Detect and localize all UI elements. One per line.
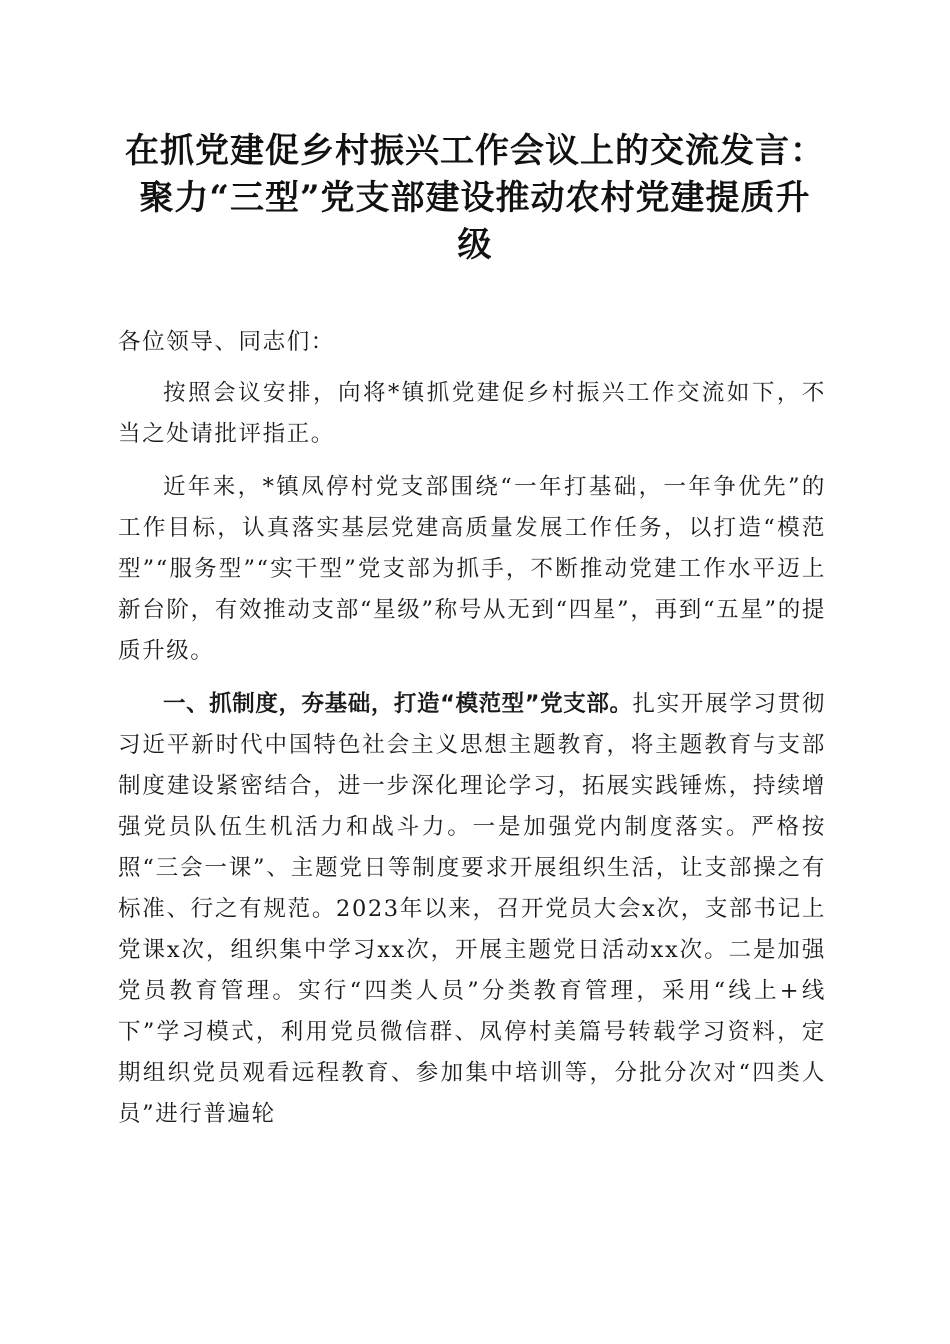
title-line-2: 聚力“三型”党支部建设推动农村党建提质升 — [139, 178, 811, 218]
paragraph-overview: 近年来，*镇凤停村党支部围绕“一年打基础，一年争优先”的工作目标，认真落实基层党建高质量发展工作任务，以打造“模范型”“服务型”“实干型”党支部为抓手，不断推动党建工作水平迈上新台阶，有效推动支部“星级”称号从无到“四星”，再到“五星”的提质升级。 — [118, 474, 826, 664]
section-body-text: 扎实开展学习贯彻习近平新时代中国特色社会主义思想主题教育，将主题教育与支部制度建设紧密结合，进一步深化理论学习，拓展实践锤炼，持续增强党员队伍生机活力和战斗力。一是加强党内制度落实。严格按照“三会一课”、主题党日等制度要求开展组织生活，让支部操之有标准、行之有规范。2023年以来，召开党员大会x次，支部书记上党课x次，组织集中学习xx次，开展主题党日活动xx次。二是加强党员教育管理。实行“四类人员”分类教育管理，采用“线上+线下”学习模式，利用党员微信群、凤停村美篇号转载学习资料，定期组织党员观看远程教育、参加集中培训等，分批分次对“四类人员”进行普遍轮 — [118, 691, 826, 1127]
paragraph-intro: 按照会议安排，向将*镇抓党建促乡村振兴工作交流如下，不当之处请批评指正。 — [118, 380, 826, 447]
document-body — [118, 322, 826, 1147]
title-line-1: 在抓党建促乡村振兴工作会议上的交流发言： — [125, 131, 825, 171]
title-line-3: 级 — [457, 225, 493, 265]
section-heading: 一、抓制度，夯基础，打造“模范型”党支部。 — [163, 691, 633, 717]
document-title — [110, 128, 840, 269]
paragraph-section-one — [118, 684, 826, 1135]
salutation: 各位领导、同志们： — [118, 329, 335, 355]
